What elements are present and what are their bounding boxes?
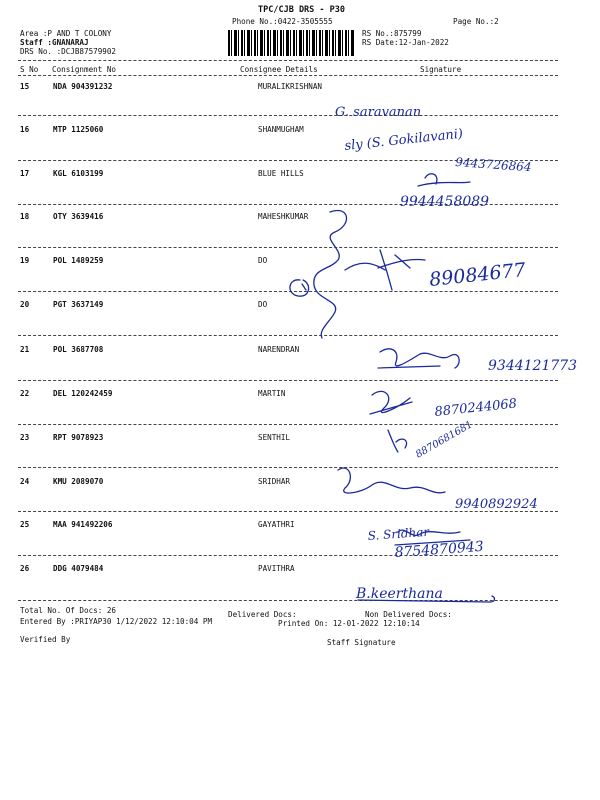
row-consignment: POL 3687708	[53, 345, 104, 354]
row-consignee: MURALIKRISHNAN	[258, 82, 323, 91]
row-consignment: MAA 941492206	[53, 520, 113, 529]
divider	[18, 60, 558, 61]
total-docs: Total No. Of Docs: 26	[20, 606, 117, 615]
row-consignment: MTP 1125060	[53, 125, 104, 134]
handwritten-text: 8754870943	[394, 538, 485, 561]
staff-signature: Staff Signature	[327, 638, 396, 647]
row-consignment: DDG 4079484	[53, 564, 104, 573]
bracket-scribble	[314, 211, 347, 338]
signature-scribble	[388, 430, 407, 452]
divider	[18, 115, 558, 116]
rs-number: RS No.:875799	[362, 29, 422, 38]
row-sno: 16	[20, 125, 30, 134]
row-consignee: BLUE HILLS	[258, 169, 304, 178]
drs-number: DRS No. :DCJB87579902	[20, 47, 117, 56]
divider	[18, 467, 558, 468]
signature-scribble	[418, 174, 470, 186]
row-consignment: POL 1489259	[53, 256, 104, 265]
non-delivered-docs: Non Delivered Docs:	[365, 610, 452, 619]
row-sno: 17	[20, 169, 30, 178]
row-consignee: SHANMUGHAM	[258, 125, 304, 134]
row-consignee: MAHESHKUMAR	[258, 212, 309, 221]
row-sno: 24	[20, 477, 30, 486]
row-sno: 22	[20, 389, 30, 398]
row-consignee: SENTHIL	[258, 433, 291, 442]
signature-scribble	[378, 250, 425, 290]
row-sno: 20	[20, 300, 30, 309]
delivered-docs: Delivered Docs:	[228, 610, 297, 619]
divider	[18, 555, 558, 556]
area-label: Area :P AND T COLONY	[20, 29, 112, 38]
col-header-consignee: Consignee Details	[240, 65, 318, 74]
handwritten-text: 89084677	[428, 258, 527, 291]
row-consignee: MARTIN	[258, 389, 286, 398]
row-consignment: KMU 2089070	[53, 477, 104, 486]
col-header-signature: Signature	[420, 65, 462, 74]
handwritten-text: 9940892924	[455, 497, 538, 512]
divider	[18, 380, 558, 381]
handwritten-text: sly (S. Gokilavani)	[343, 126, 464, 154]
staff-label: Staff :GNANARAJ	[20, 38, 89, 47]
handwritten-text: G. saravanan	[335, 105, 422, 120]
row-consignee: DO	[258, 300, 268, 309]
row-consignment: RPT 9078923	[53, 433, 104, 442]
divider	[18, 160, 558, 161]
handwritten-text: 8870244068	[433, 396, 518, 420]
handwritten-text: S. Sridhar	[367, 524, 430, 543]
signature-scribble	[338, 468, 445, 493]
row-consignment: KGL 6103199	[53, 169, 104, 178]
divider	[18, 204, 558, 205]
col-header-consignment: Consignment No	[52, 65, 117, 74]
handwritten-text: 9944458089	[400, 194, 490, 210]
row-consignee: DO	[258, 256, 268, 265]
divider	[18, 511, 558, 512]
handwritten-text: 8870681681	[414, 419, 475, 461]
scribble	[345, 263, 385, 270]
row-consignee: GAYATHRI	[258, 520, 295, 529]
divider	[18, 600, 558, 601]
divider	[18, 424, 558, 425]
signature-scribble	[378, 349, 459, 368]
signature-underline	[358, 596, 494, 602]
handwritten-text: 9344121773	[488, 358, 578, 374]
divider	[18, 247, 558, 248]
signature-scribble	[370, 391, 412, 414]
divider	[18, 291, 558, 292]
row-consignment: PGT 3637149	[53, 300, 104, 309]
row-consignee: SRIDHAR	[258, 477, 291, 486]
row-sno: 25	[20, 520, 30, 529]
circled-three-scribble	[290, 280, 309, 296]
row-sno: 18	[20, 212, 30, 221]
printed-on: Printed On: 12-01-2022 12:10:14	[278, 619, 420, 628]
verified-by: Verified By	[20, 635, 71, 644]
page-number: Page No.:2	[453, 17, 499, 26]
rs-date: RS Date:12-Jan-2022	[362, 38, 449, 47]
phone-number: Phone No.:0422-3505555	[232, 17, 333, 26]
row-sno: 21	[20, 345, 30, 354]
row-sno: 15	[20, 82, 30, 91]
drs-title: TPC/CJB DRS - P30	[258, 5, 345, 15]
handwritten-text: 9443726864	[454, 155, 532, 175]
col-header-sno: S No	[20, 65, 39, 74]
row-consignee: NARENDRAN	[258, 345, 300, 354]
divider	[18, 335, 558, 336]
handwritten-text: B.keerthana	[356, 586, 443, 602]
row-sno: 19	[20, 256, 30, 265]
barcode-image	[228, 30, 354, 56]
row-sno: 23	[20, 433, 30, 442]
row-consignment: DEL 120242459	[53, 389, 113, 398]
divider	[18, 75, 558, 76]
signature-scribble	[395, 530, 470, 545]
row-consignment: NDA 904391232	[53, 82, 113, 91]
row-sno: 26	[20, 564, 30, 573]
row-consignment: OTY 3639416	[53, 212, 104, 221]
row-consignee: PAVITHRA	[258, 564, 295, 573]
entered-by: Entered By :PRIYAP30 1/12/2022 12:10:04 PM	[20, 617, 213, 626]
